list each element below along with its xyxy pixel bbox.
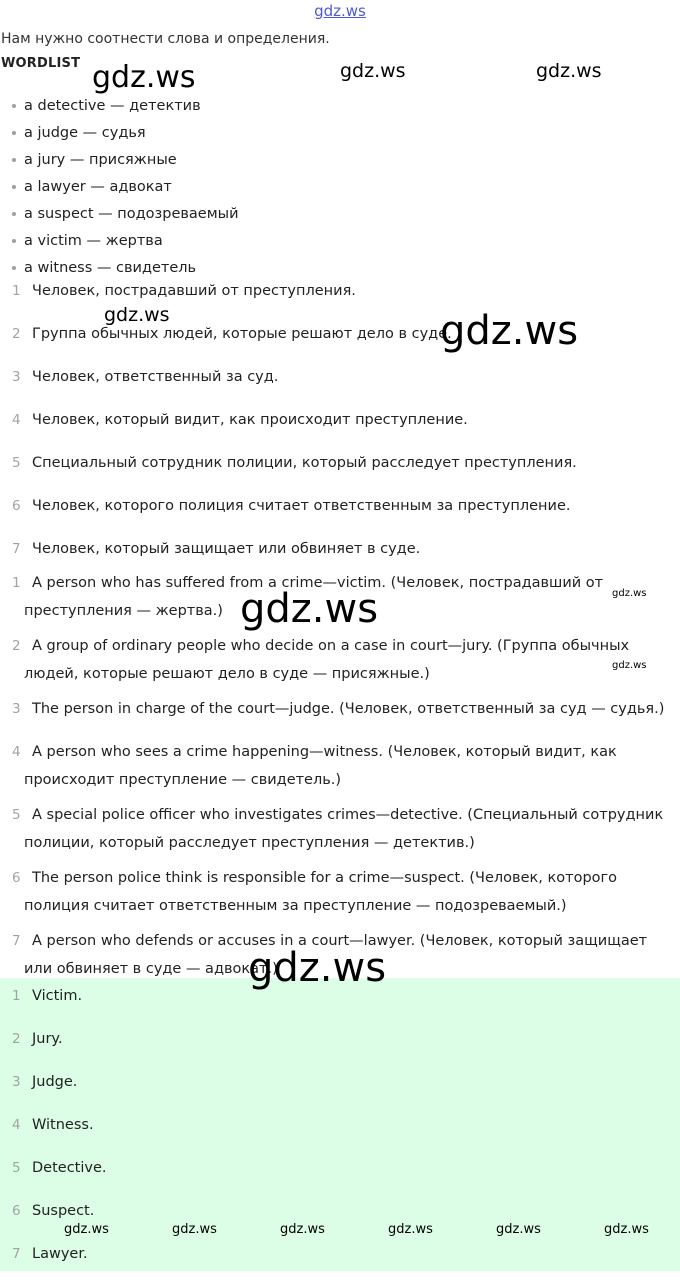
- answer-text: Witness.: [32, 1117, 94, 1133]
- wordlist-item: [12, 119, 239, 146]
- watermark: gdz.ws: [440, 308, 579, 354]
- watermark: gdz.ws: [496, 1222, 541, 1237]
- watermark: gdz.ws: [248, 945, 387, 991]
- definition-item: [0, 363, 680, 406]
- definition-text: Человек, которого полиция считает ответственным за преступление.: [32, 498, 571, 514]
- bullet-icon: [12, 212, 16, 216]
- wordlist-item-text: a victim — жертва: [24, 232, 163, 249]
- wordlist-item-text: a judge — судья: [24, 124, 146, 141]
- watermark: gdz.ws: [280, 1222, 325, 1237]
- wordlist-item-text: a suspect — подозреваемый: [24, 205, 239, 222]
- wordlist-item: [12, 146, 239, 173]
- bullet-icon: [12, 131, 16, 135]
- answer-text: Judge.: [32, 1074, 78, 1090]
- watermark: gdz.ws: [240, 586, 379, 632]
- bullet-icon: [12, 239, 16, 243]
- definition-text: Человек, который видит, как происходит преступление.: [32, 412, 468, 428]
- watermark: gdz.ws: [388, 1222, 433, 1237]
- explanation-text: The person police think is responsible for a crime—suspect. (Человек, которого полиция считает ответственным за преступление — подозреваемый.): [24, 870, 618, 914]
- explanation-text: A person who sees a crime happening—witness. (Человек, который видит, как происходит преступление — свидетель.): [24, 744, 617, 788]
- definition-item: [0, 449, 680, 492]
- answer-text: Suspect.: [32, 1203, 95, 1219]
- item-number: 1: [12, 575, 21, 591]
- explanations-list: [0, 569, 680, 990]
- answer-item: [0, 1154, 680, 1197]
- answer-item: [0, 1240, 680, 1283]
- explanation-item: [0, 738, 680, 801]
- item-number: 6: [12, 870, 21, 886]
- site-link[interactable]: gdz.ws: [314, 2, 366, 20]
- wordlist-item: [12, 227, 239, 254]
- explanation-text: A person who defends or accuses in a court—lawyer. (Человек, который защищает или обвиняет в суде — адвокат.): [24, 933, 648, 977]
- item-number: 5: [12, 1160, 21, 1176]
- item-number: 1: [12, 283, 21, 299]
- watermark: gdz.ws: [104, 304, 170, 326]
- watermark: gdz.ws: [92, 60, 196, 95]
- watermark: gdz.ws: [536, 60, 602, 82]
- item-number: 6: [12, 1203, 21, 1219]
- item-number: 1: [12, 988, 21, 1004]
- answer-item: [0, 1068, 680, 1111]
- explanation-item: [0, 864, 680, 927]
- watermark: gdz.ws: [612, 588, 647, 599]
- item-number: 2: [12, 326, 21, 342]
- wordlist-item-text: a lawyer — адвокат: [24, 178, 172, 195]
- answer-item: [0, 1025, 680, 1068]
- wordlist-item: [12, 200, 239, 227]
- definition-text: Человек, который защищает или обвиняет в суде.: [32, 541, 421, 557]
- wordlist-title: WORDLIST: [1, 56, 81, 71]
- item-number: 3: [12, 1074, 21, 1090]
- watermark: gdz.ws: [612, 660, 647, 671]
- watermark: gdz.ws: [340, 60, 406, 82]
- definition-text: Человек, ответственный за суд.: [32, 369, 279, 385]
- wordlist-item-text: a detective — детектив: [24, 97, 201, 114]
- watermark: gdz.ws: [64, 1222, 109, 1237]
- definition-text: Группа обычных людей, которые решают дело в суде.: [32, 326, 452, 342]
- answer-text: Detective.: [32, 1160, 107, 1176]
- item-number: 3: [12, 701, 21, 717]
- watermark: gdz.ws: [172, 1222, 217, 1237]
- explanation-text: The person in charge of the court—judge. (Человек, ответственный за суд — судья.): [32, 701, 665, 717]
- bullet-icon: [12, 158, 16, 162]
- item-number: 2: [12, 1031, 21, 1047]
- bullet-icon: [12, 266, 16, 270]
- wordlist-item-text: a jury — присяжные: [24, 151, 177, 168]
- wordlist-item: [12, 92, 239, 119]
- item-number: 4: [12, 744, 21, 760]
- wordlist: [12, 92, 239, 281]
- explanation-item: [0, 801, 680, 864]
- item-number: 4: [12, 412, 21, 428]
- item-number: 2: [12, 638, 21, 654]
- explanation-item: [0, 695, 680, 738]
- definition-item: [0, 492, 680, 535]
- item-number: 3: [12, 369, 21, 385]
- watermark: gdz.ws: [604, 1222, 649, 1237]
- explanation-text: A person who has suffered from a crime—victim. (Человек, пострадавший от преступления — жертва.): [24, 575, 604, 619]
- answer-text: Victim.: [32, 988, 83, 1004]
- item-number: 5: [12, 455, 21, 471]
- wordlist-item-text: a witness — свидетель: [24, 259, 197, 276]
- answer-text: Lawyer.: [32, 1246, 88, 1262]
- item-number: 7: [12, 933, 21, 949]
- definition-text: Специальный сотрудник полиции, который расследует преступления.: [32, 455, 577, 471]
- explanation-text: A special police officer who investigates crimes—detective. (Специальный сотрудник полиции, который расследует преступления — детектив.): [24, 807, 664, 851]
- bullet-icon: [12, 104, 16, 108]
- item-number: 4: [12, 1117, 21, 1133]
- definition-item: [0, 406, 680, 449]
- answers-list: [0, 982, 680, 1283]
- answer-item: [0, 1111, 680, 1154]
- item-number: 7: [12, 1246, 21, 1262]
- item-number: 6: [12, 498, 21, 514]
- definition-text: Человек, пострадавший от преступления.: [32, 283, 356, 299]
- explanation-item: [0, 632, 680, 695]
- explanation-text: A group of ordinary people who decide on a case in court—jury. (Группа обычных людей, которые решают дело в суде — присяжные.): [24, 638, 630, 682]
- bullet-icon: [12, 185, 16, 189]
- answer-text: Jury.: [32, 1031, 63, 1047]
- item-number: 7: [12, 541, 21, 557]
- intro-text: Нам нужно соотнести слова и определения.: [1, 31, 330, 47]
- item-number: 5: [12, 807, 21, 823]
- wordlist-item: [12, 173, 239, 200]
